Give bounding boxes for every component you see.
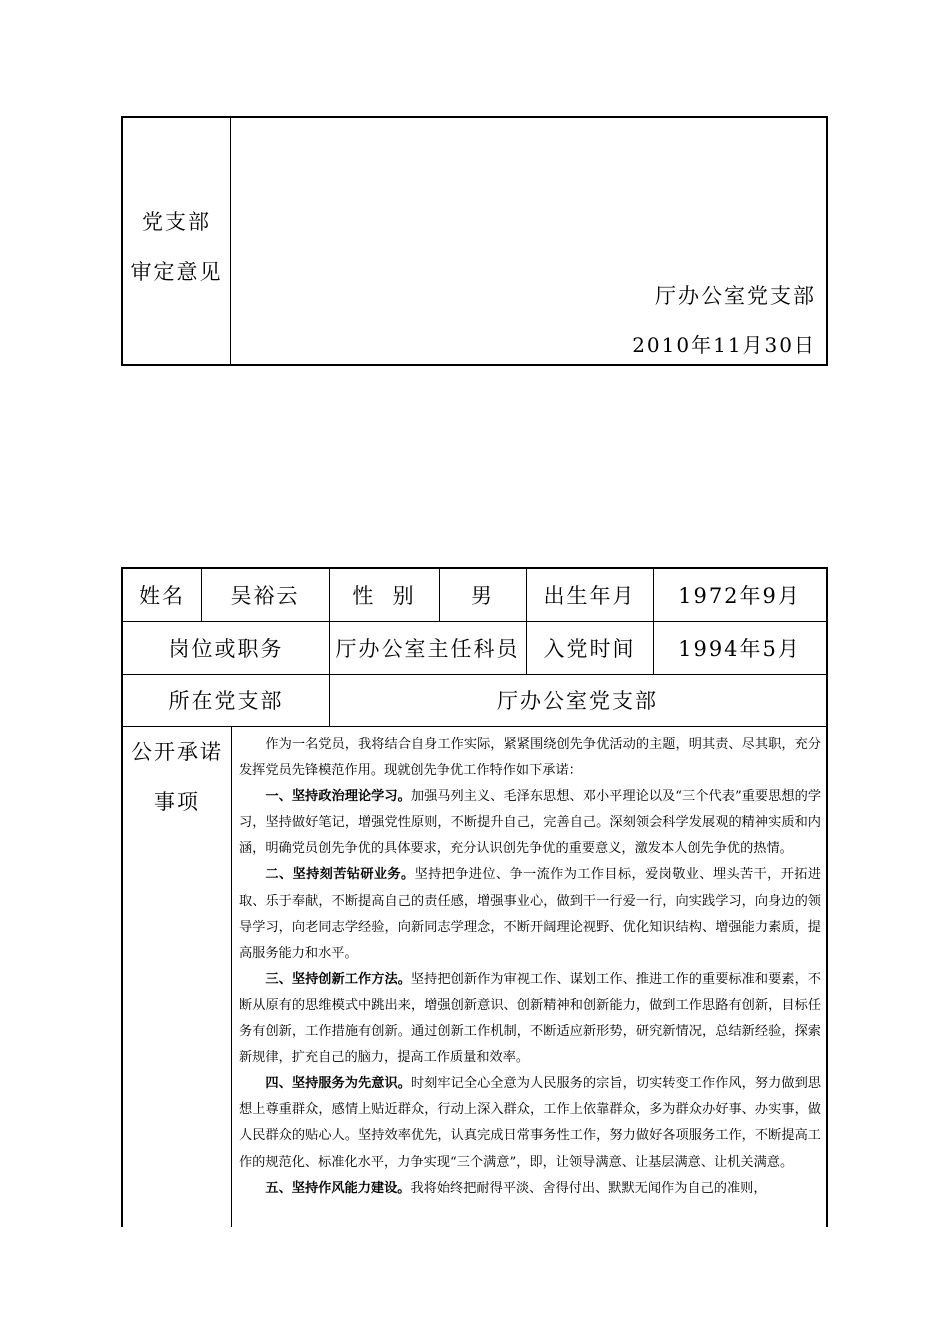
- pledge-item-title: 四、坚持服务为先意识。: [265, 1076, 411, 1092]
- pledge-label: [123, 727, 231, 827]
- pledge-item-text: 加强马列主义、毛泽东思想、邓小平理论以及“三个代表”重要思想的学习，坚持做好笔记，增强党性原则，不断提升自己，完善自己。深刻领会科学发展观的精神实质和内涵，明确党员创先争优的具体要求，充分认识创先争优的重要意义，激发本人创先争优的热情。: [239, 789, 822, 857]
- join-date-value: 1994年5月: [678, 636, 801, 661]
- approval-label-cell: [123, 118, 231, 364]
- branch-label: 所在党支部: [168, 689, 284, 713]
- birth-value: 1972年9月: [678, 584, 801, 608]
- approval-date: 2010年11月30日: [632, 333, 816, 357]
- birth-label: 出生年月: [543, 584, 636, 608]
- pledge-item: [239, 784, 821, 862]
- pledge-item-text: 时刻牢记全心全意为人民服务的宗旨，切实转变工作作风，努力做到思想上尊重群众，感情上贴近群众，行动上深入群众，工作上依靠群众，多为群众办好事、办实事，做人民群众的贴心人。坚持效率优先，认真完成日常事务性工作，努力做好各项服务工作，不断提高工作的规范化、标准化水平，力争实现“三个满意”，即，让领导满意、让基层满意、让机关满意。: [239, 1076, 822, 1170]
- pledge-item-title: 三、坚持创新工作方法。: [265, 971, 411, 987]
- name-label: 姓名: [139, 584, 185, 608]
- pledge-item: [239, 1071, 821, 1175]
- branch-value: 厅办公室党支部: [497, 689, 658, 713]
- pledge-item: [239, 862, 821, 966]
- pledge-item: [239, 1176, 821, 1202]
- pledge-item-text: 坚持把创新作为审视工作、谋划工作、推进工作的重要标准和要素，不断从原有的思维模式中跳出来，增强创新意识、创新精神和创新能力，做到工作思路有创新，目标任务有创新，工作措施有创新。通过创新工作机制，不断适应新形势，研究新情况，总结新经验，探索新规律，扩充自己的脑力，提高工作质量和效率。: [239, 971, 822, 1066]
- pledge-item-title: 五、坚持作风能力建设。: [265, 1180, 411, 1196]
- pledge-item: [239, 967, 821, 1071]
- pledge-item-title: 一、坚持政治理论学习。: [265, 789, 411, 805]
- pledge-intro: 作为一名党员，我将结合自身工作实际，紧紧围绕创先争优活动的主题，明其责、尽其职，充分发挥党员先锋模范作用。现就创先争优工作特作如下承诺：: [239, 737, 821, 779]
- col-divider: [231, 726, 232, 1227]
- approval-label-line1: 党支部: [142, 210, 211, 234]
- gender-value: 男: [471, 584, 494, 608]
- approval-label-line2: 审定意见: [130, 260, 223, 284]
- pledge-label-line2: 事项: [154, 790, 200, 814]
- name-value: 吴裕云: [230, 584, 300, 608]
- pledge-table: [121, 567, 828, 1227]
- position-label: 岗位或职务: [168, 636, 284, 661]
- pledge-label-line1: 公开承诺: [131, 740, 223, 764]
- gender-label: 性 别: [352, 584, 416, 608]
- approval-table: [121, 116, 828, 366]
- pledge-item-title: 二、坚持刻苦钻研业务。: [265, 867, 415, 883]
- join-date-label: 入党时间: [543, 636, 636, 661]
- pledge-content: [239, 732, 821, 1202]
- position-value: 厅办公室主任科员: [335, 636, 520, 661]
- pledge-item-text: 坚持把争进位、争一流作为工作目标，爱岗敬业、埋头苦干，开拓进取、乐于奉献，不断提高自己的责任感，增强事业心，做到干一行爱一行，向实践学习，向身边的领导学习，向老同志学经验，向新同志学理念，不断开阔理论视野、优化知识结构、增强能力素质，提高服务能力和水平。: [239, 867, 822, 961]
- pledge-item-text: 我将始终把耐得平淡、舍得付出、默默无闻作为自己的准则，: [410, 1180, 767, 1196]
- approval-organization: 厅办公室党支部: [655, 284, 816, 308]
